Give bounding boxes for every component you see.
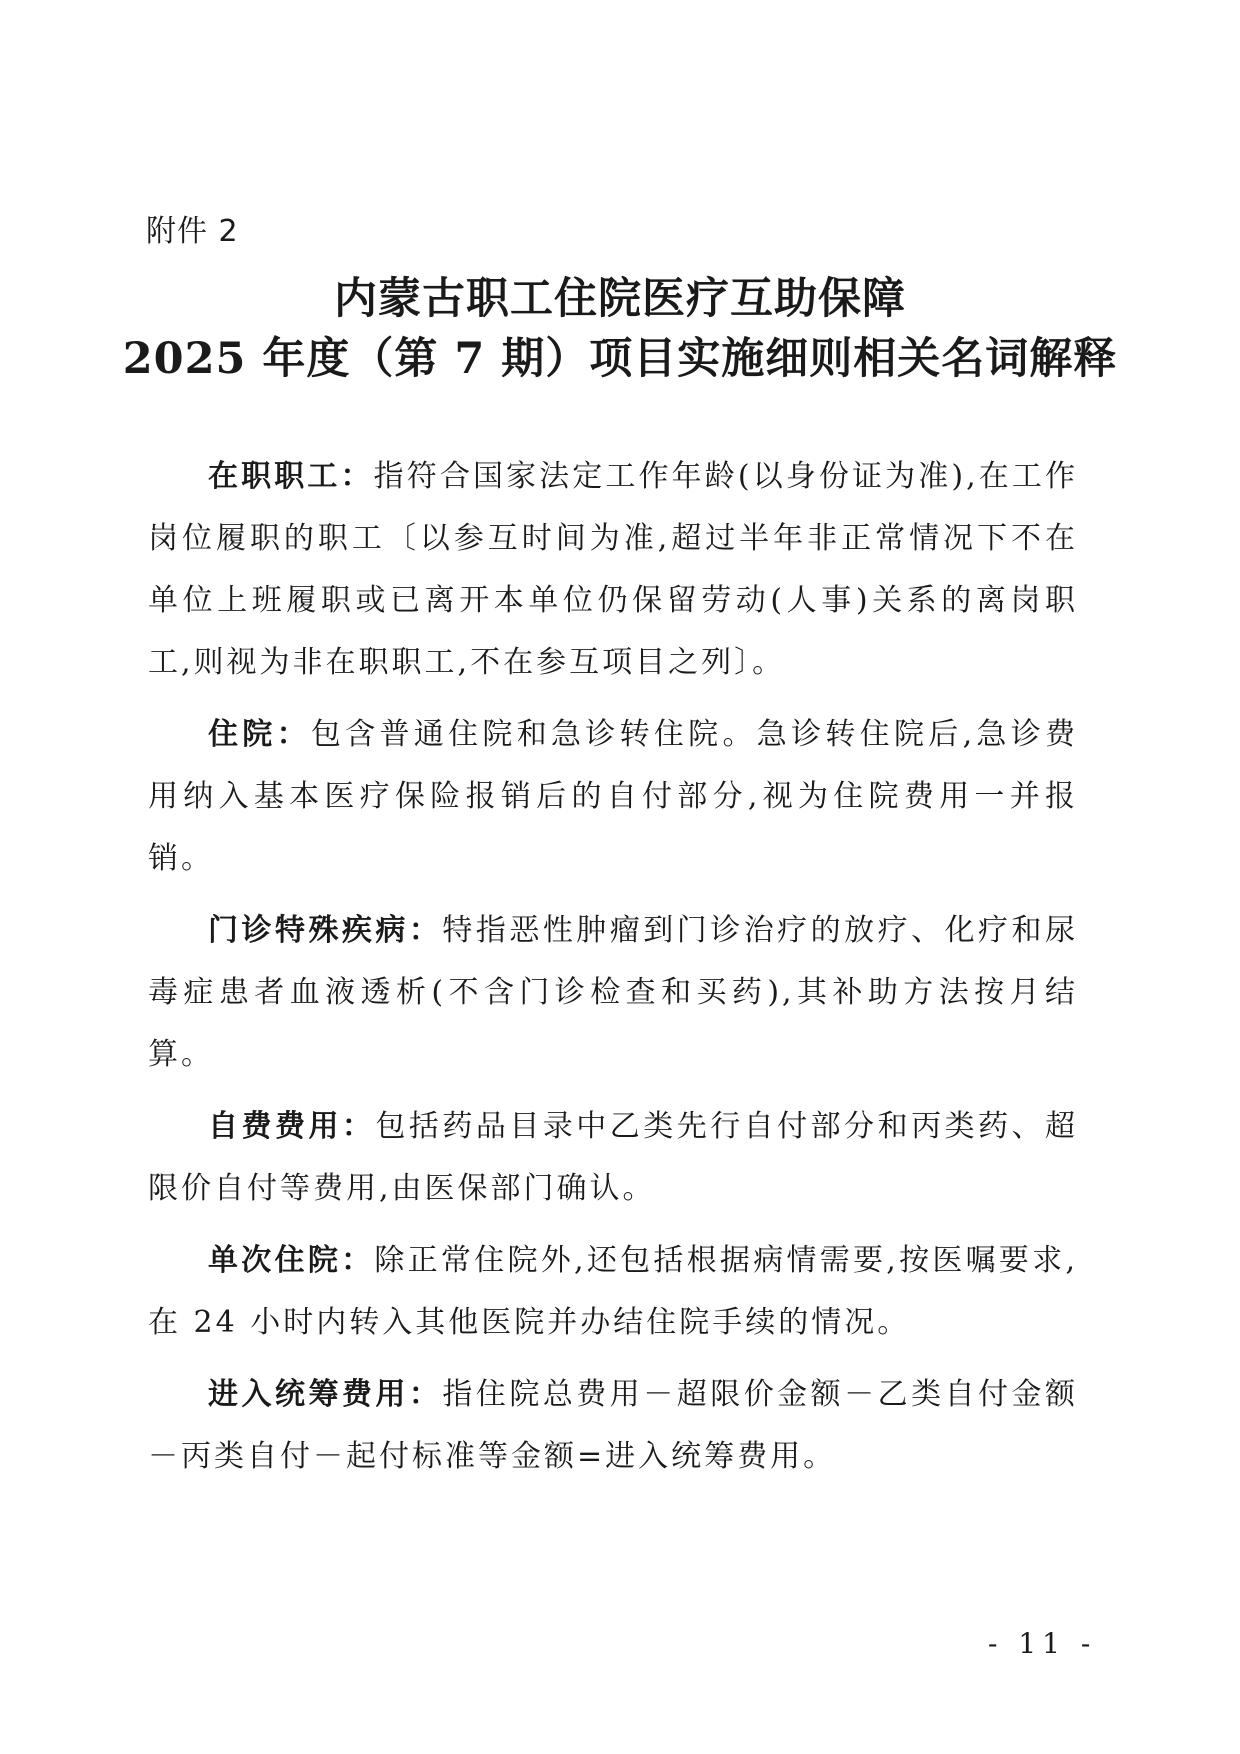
definition-paragraph [148, 446, 1078, 694]
definition-paragraph [148, 704, 1078, 890]
definition-term: 单次住院： [208, 1243, 375, 1278]
definition-text: 指住院总费用－超限价金额－乙类自付金额－丙类自付－起付标准等金额=进入统筹费用。 [148, 1377, 1079, 1474]
definition-term: 在职职工： [208, 459, 374, 494]
document-title-line-1: 内蒙古职工住院医疗互助保障 [334, 274, 906, 324]
definition-text: 指符合国家法定工作年龄(以身份证为准),在工作岗位履职的职工〔以参互时间为准,超过半年非正常情况下不在单位上班履职或已离开本单位仍保留劳动(人事)关系的离岗职工,则视为非在职职工,不在参互项目之列〕。 [148, 459, 1078, 680]
definition-paragraph [148, 900, 1078, 1086]
definition-term: 住院： [208, 717, 311, 752]
definition-text: 除正常住院外,还包括根据病情需要,按医嘱要求,在 24 小时内转入其他医院并办结住院手续的情况。 [148, 1243, 1079, 1340]
definition-paragraph [148, 1096, 1078, 1220]
document-title-line-2: 2025 年度（第 7 期）项目实施细则相关名词解释 [122, 334, 1118, 384]
definition-paragraph [148, 1364, 1078, 1488]
definition-text: 特指恶性肿瘤到门诊治疗的放疗、化疗和尿毒症患者血液透析(不含门诊检查和买药),其补助方法按月结算。 [148, 913, 1079, 1072]
definition-term: 进入统筹费用： [208, 1377, 443, 1412]
definition-text: 包括药品目录中乙类先行自付部分和丙类药、超限价自付等费用,由医保部门确认。 [148, 1109, 1079, 1206]
definition-paragraph [148, 1230, 1078, 1354]
definitions-body [148, 446, 1078, 1498]
definition-text: 包含普通住院和急诊转住院。急诊转住院后,急诊费用纳入基本医疗保险报销后的自付部分,视为住院费用一并报销。 [148, 717, 1079, 876]
page-number: - 11 - [988, 1627, 1097, 1660]
definition-term: 门诊特殊疾病： [208, 913, 443, 948]
definition-term: 自费费用： [208, 1109, 376, 1144]
attachment-label: 附件 2 [146, 214, 239, 249]
